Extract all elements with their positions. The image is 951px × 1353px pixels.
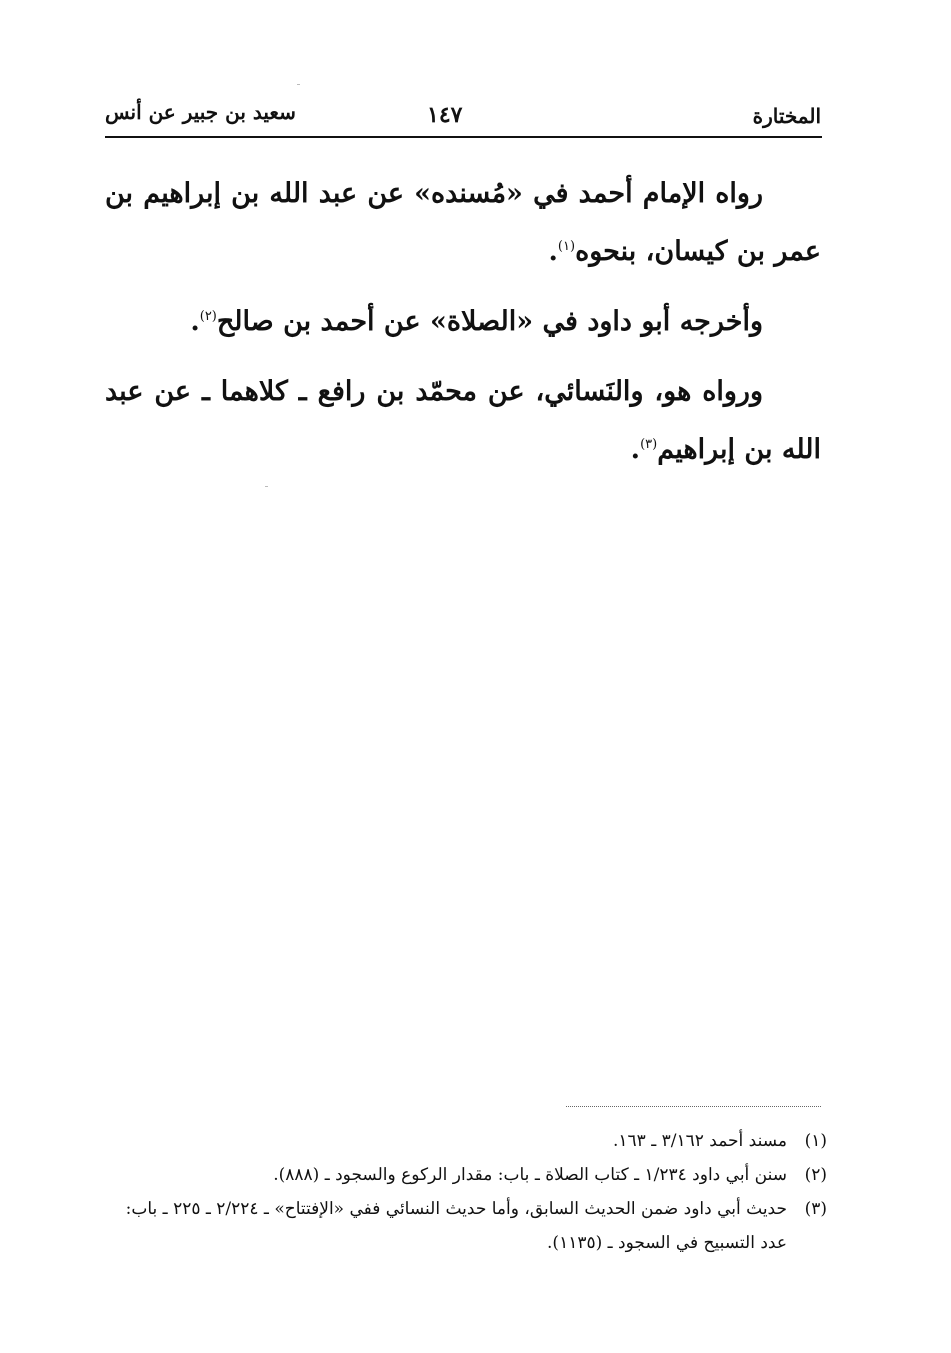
footnote-item (105, 1192, 827, 1260)
page-number: ١٤٧ (427, 102, 463, 128)
footnote-text: حديث أبي داود ضمن الحديث السابق، وأما حديث النسائي ففي «الإفتتاح» ـ ٢/٢٢٤ ـ ٢٢٥ ـ باب: عدد التسبيح في السجود ـ (١١٣٥). (125, 1199, 787, 1253)
paragraph-3 (105, 363, 821, 479)
paragraph-1-end: . (548, 236, 558, 267)
paragraph-3-end: . (630, 434, 641, 465)
footnote-item (105, 1158, 827, 1192)
footnote-number: (٣) (804, 1199, 827, 1219)
footnote-item (105, 1124, 827, 1158)
header-chapter-title: سعيد بن جبير عن أنس (105, 100, 296, 124)
footnote-text: مسند أحمد ٣/١٦٢ ـ ١٦٣. (613, 1131, 787, 1151)
paragraph-2 (105, 293, 821, 351)
footnote-separator (566, 1106, 821, 1107)
footnote-text: سنن أبي داود ١/٢٣٤ ـ كتاب الصلاة ـ باب: مقدار الركوع والسجود ـ (٨٨٨). (273, 1165, 787, 1185)
paragraph-2-end: . (190, 306, 200, 337)
footnotes (105, 1124, 827, 1260)
footnote-number: (١) (804, 1131, 827, 1151)
scan-speck (265, 486, 268, 487)
footnote-ref-1: (١) (557, 239, 576, 254)
paragraph-1-text: رواه الإمام أحمد في «مُسنده» عن عبد الله بن إبراهيم بن عمر بن كيسان، بنحوه (105, 178, 821, 267)
header-rule (105, 136, 822, 138)
main-text (105, 165, 821, 491)
paragraph-3-text: ورواه هو، والنَسائي، عن محمّد بن رافع ـ كلاهما ـ عن عبد الله بن إبراهيم (105, 376, 821, 465)
paragraph-1 (105, 165, 821, 281)
footnote-ref-3: (٣) (640, 437, 658, 452)
paragraph-2-text: وأخرجه أبو داود في «الصلاة» عن أحمد بن صالح (216, 306, 763, 337)
footnote-ref-2: (٢) (199, 309, 217, 324)
header-book-title: المختارة (752, 104, 821, 128)
scan-speck (297, 84, 300, 85)
footnote-number: (٢) (804, 1165, 827, 1185)
running-header (105, 100, 821, 136)
